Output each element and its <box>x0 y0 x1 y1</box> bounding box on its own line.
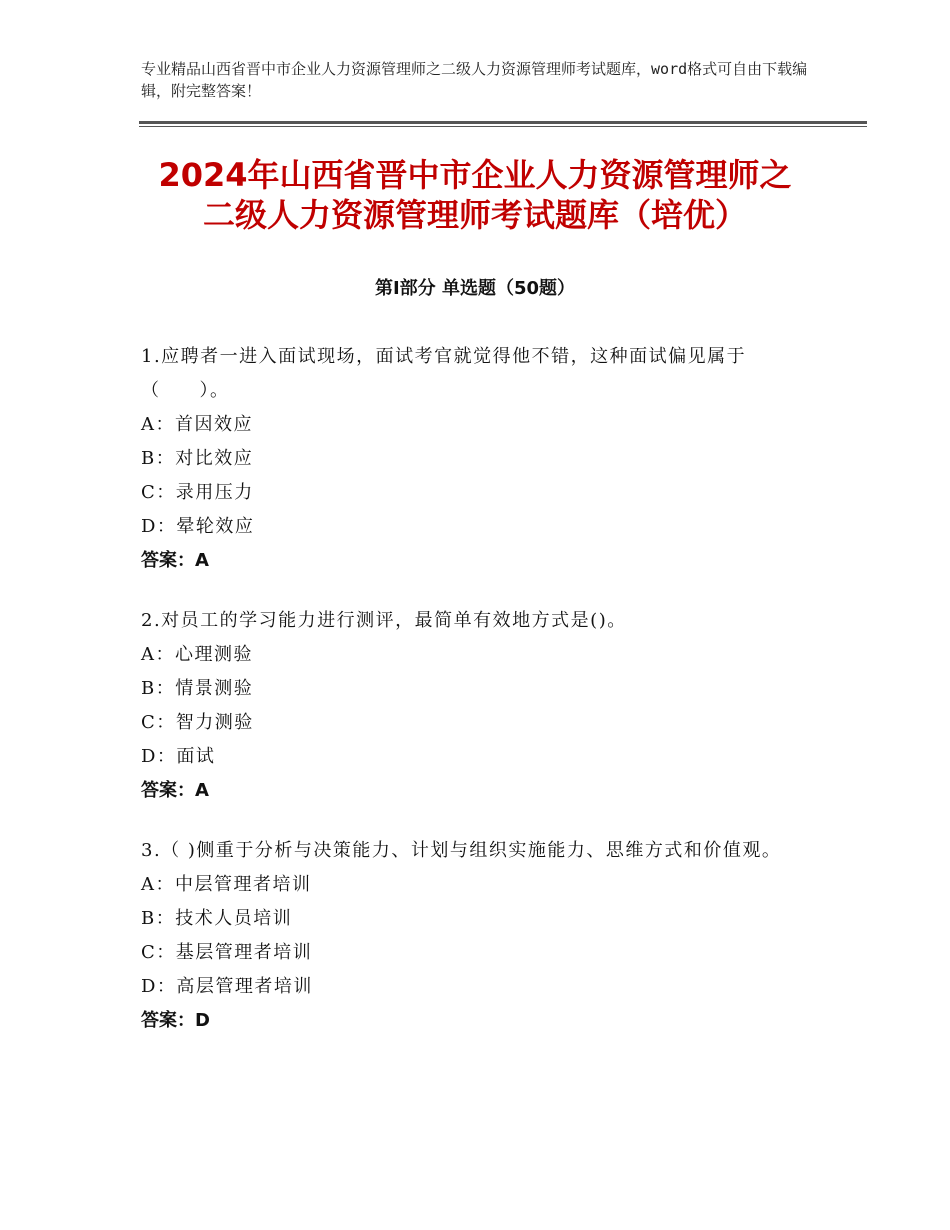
question-stem: 3.（ )侧重于分析与决策能力、计划与组织实施能力、思维方式和价值观。 <box>141 840 782 861</box>
answer: 答案：D <box>141 1010 210 1031</box>
section-title: 第Ⅰ部分 单选题（50题） <box>374 278 575 299</box>
option-b: B：情景测验 <box>141 678 254 699</box>
header-note: 专业精品山西省晋中市企业人力资源管理师之二级人力资源管理师考试题库，word格式可自由下载编辑，附完整答案！ <box>141 60 808 100</box>
question-stem: 2.对员工的学习能力进行测评，最简单有效地方式是()。 <box>141 610 627 631</box>
option-b: B：技术人员培训 <box>141 908 293 929</box>
header-rule-thick <box>139 121 867 124</box>
question-stem: 1.应聘者一进入面试现场，面试考官就觉得他不错，这种面试偏见属于（ ）。 <box>141 346 747 401</box>
question-list <box>141 340 809 1064</box>
question-3 <box>141 834 809 1038</box>
question-2 <box>141 604 809 808</box>
question-1 <box>141 340 809 578</box>
answer: 答案：A <box>141 550 209 571</box>
document-title-line-1: 2024年山西省晋中市企业人力资源管理师之 <box>158 156 792 194</box>
option-c: C：智力测验 <box>141 712 254 733</box>
option-a: A：中层管理者培训 <box>141 874 312 895</box>
option-b: B：对比效应 <box>141 448 254 469</box>
option-c: C：基层管理者培训 <box>141 942 313 963</box>
header-rule-thin <box>139 126 867 127</box>
option-d: D：面试 <box>141 746 216 767</box>
option-d: D：高层管理者培训 <box>141 976 313 997</box>
document-title <box>120 155 830 235</box>
option-c: C：录用压力 <box>141 482 254 503</box>
option-a: A：心理测验 <box>141 644 253 665</box>
option-d: D：晕轮效应 <box>141 516 255 537</box>
option-a: A：首因效应 <box>141 414 253 435</box>
answer: 答案：A <box>141 780 209 801</box>
document-title-line-2: 二级人力资源管理师考试题库（培优） <box>202 196 747 234</box>
